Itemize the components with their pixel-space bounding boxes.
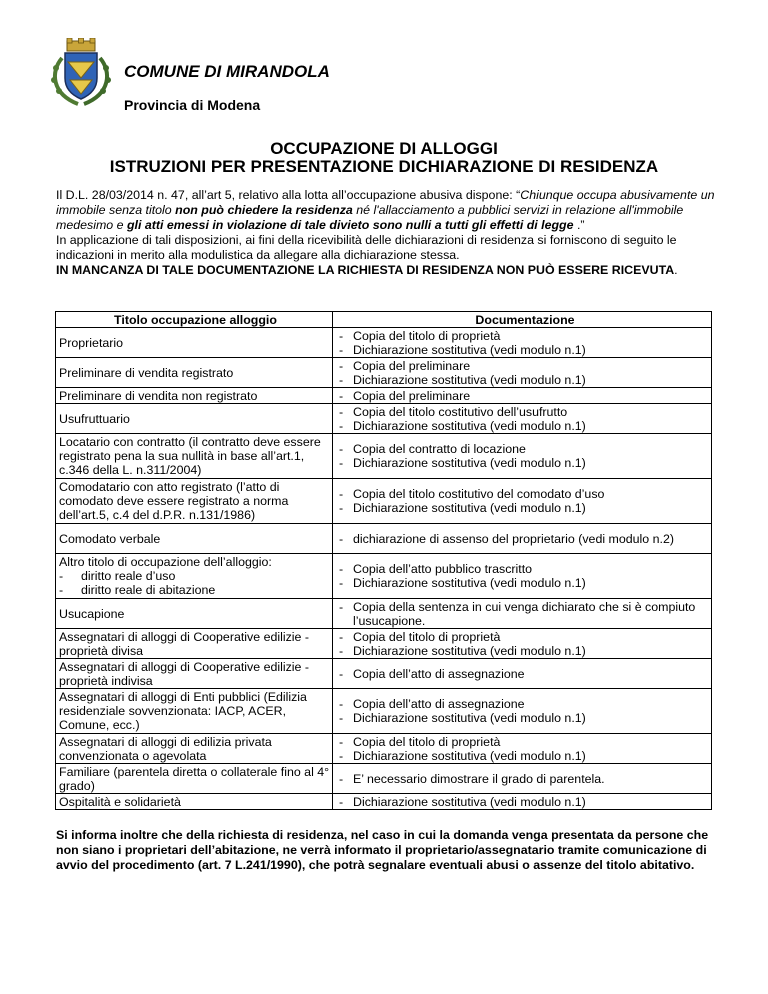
occupation-title-cell <box>56 734 333 764</box>
documentation-cell <box>333 404 712 434</box>
occupation-title-cell <box>56 554 333 599</box>
occupation-title: Preliminare di vendita registrato <box>59 365 234 380</box>
documentation-item <box>339 795 711 809</box>
table-row <box>56 479 712 524</box>
table-row <box>56 328 712 358</box>
intro-text-segment: Il D.L. 28/03/2014 n. 47, all’art 5, relativo alla lotta all’occupazione abusiva dispone: “ <box>56 188 521 202</box>
provincia-name: Provincia di Modena <box>124 97 261 113</box>
documentation-cell <box>333 358 712 388</box>
documentation-item <box>339 532 711 546</box>
intro-text-bold: non può chiedere la residenza <box>175 203 353 217</box>
documentation-list <box>339 562 711 590</box>
occupation-subitem-text: diritto reale d’uso <box>81 569 176 583</box>
documentation-item <box>339 667 711 681</box>
documentation-item-text: Dichiarazione sostitutiva (vedi modulo n.1) <box>353 372 586 387</box>
occupation-title-cell <box>56 659 333 689</box>
documentation-item-text: Dichiarazione sostitutiva (vedi modulo n.1) <box>353 418 586 433</box>
documentation-item <box>339 442 711 456</box>
occupation-title: Familiare (parentela diretta o collaterale fino al 4° grado) <box>59 764 330 793</box>
dash-bullet: - <box>339 404 344 419</box>
dash-bullet: - <box>339 711 344 725</box>
documentation-item-text: Copia del titolo di proprietà <box>353 328 501 343</box>
occupation-title: Usufruttuario <box>59 411 130 426</box>
documentation-item <box>339 359 711 373</box>
documentation-item-text: Copia della sentenza in cui venga dichiarato che si è compiuto l’usucapione. <box>353 599 696 628</box>
occupation-title: Ospitalità e solidarietà <box>59 794 181 809</box>
documentation-cell <box>333 554 712 599</box>
documentation-item-text: Copia dell’atto di assegnazione <box>353 697 525 711</box>
occupation-title-cell <box>56 434 333 479</box>
dash-bullet: - <box>339 487 344 501</box>
occupation-subitem <box>59 583 332 597</box>
documentation-item-text: Dichiarazione sostitutiva (vedi modulo n.1) <box>353 643 586 658</box>
documentation-item <box>339 389 711 403</box>
documentation-cell <box>333 328 712 358</box>
documentation-list <box>339 405 711 433</box>
documentation-item-text: Dichiarazione sostitutiva (vedi modulo n.1) <box>353 342 586 357</box>
occupation-title: Assegnatari di alloggi di Cooperative edilizie - proprietà indivisa <box>59 659 310 688</box>
dash-bullet: - <box>339 418 344 433</box>
occupation-title: Proprietario <box>59 335 124 350</box>
occupation-title: Preliminare di vendita non registrato <box>59 388 258 403</box>
occupation-title: Assegnatari di alloggi di Cooperative edilizie - proprietà divisa <box>59 629 310 658</box>
occupation-title: Assegnatari di alloggi di Enti pubblici (Edilizia residenziale sovvenzionata: IACP, ACER, Comune, ecc.) <box>59 690 307 732</box>
occupation-title: Altro titolo di occupazione dell’alloggio: <box>59 555 272 569</box>
table-row <box>56 524 712 554</box>
documentation-cell <box>333 764 712 794</box>
documentation-cell <box>333 479 712 524</box>
documentation-cell <box>333 388 712 404</box>
dash-bullet: - <box>59 569 64 583</box>
documentation-cell <box>333 599 712 629</box>
dash-bullet: - <box>339 388 344 403</box>
table-row <box>56 599 712 629</box>
occupation-title: Comodatario con atto registrato (l’atto di comodato deve essere registrato a norma dell’art.5, c.4 del d.P.R. n.131/1986) <box>59 480 289 522</box>
documentation-cell <box>333 629 712 659</box>
documentation-item-text: Copia del preliminare <box>353 388 471 403</box>
dash-bullet: - <box>339 643 344 658</box>
documentation-list <box>339 795 711 809</box>
documentation-list <box>339 389 711 403</box>
occupation-title-cell <box>56 358 333 388</box>
documentation-item-text: Copia del titolo di proprietà <box>353 734 501 749</box>
dash-bullet: - <box>339 456 344 470</box>
intro-paragraph-3 <box>56 263 716 278</box>
table-row <box>56 434 712 479</box>
occupation-title: Assegnatari di alloggi di edilizia privata convenzionata o agevolata <box>59 734 272 763</box>
documentation-item <box>339 373 711 387</box>
documentation-item <box>339 456 711 470</box>
documentation-item <box>339 487 711 501</box>
document-subtitle: ISTRUZIONI PER PRESENTAZIONE DICHIARAZIONE DI RESIDENZA <box>109 157 659 176</box>
table-row <box>56 659 712 689</box>
occupation-title-cell <box>56 524 333 554</box>
documentation-list <box>339 442 711 470</box>
documentation-item-text: E’ necessario dimostrare il grado di parentela. <box>353 771 605 786</box>
occupation-subitem <box>59 569 332 583</box>
occupation-title: Usucapione <box>59 606 125 621</box>
documentation-item <box>339 576 711 590</box>
documentation-cell <box>333 794 712 810</box>
documentation-item-text: Copia dell’atto pubblico trascritto <box>353 562 533 576</box>
documentation-list <box>339 735 711 763</box>
dash-bullet: - <box>339 734 344 749</box>
dash-bullet: - <box>339 501 344 515</box>
documentation-item <box>339 644 711 658</box>
documentation-item <box>339 697 711 711</box>
occupation-title: Comodato verbale <box>59 531 161 546</box>
documentation-item-text: dichiarazione di assenso del proprietario (vedi modulo n.2) <box>353 531 674 546</box>
dash-bullet: - <box>339 771 344 786</box>
documentation-cell <box>333 659 712 689</box>
intro-text-segment: . <box>674 263 678 277</box>
intro-text-segment: .” <box>573 218 585 232</box>
documentation-item <box>339 329 711 343</box>
documentation-item-text: Dichiarazione sostitutiva (vedi modulo n.1) <box>353 456 586 470</box>
occupation-title-cell <box>56 764 333 794</box>
documentation-item <box>339 772 711 786</box>
comune-name: COMUNE DI MIRANDOLA <box>124 62 330 81</box>
documentation-list <box>339 667 711 681</box>
table-row <box>56 689 712 734</box>
documentation-cell <box>333 734 712 764</box>
documentation-item <box>339 501 711 515</box>
dash-bullet: - <box>339 748 344 763</box>
intro-paragraph-1 <box>56 188 716 233</box>
dash-bullet: - <box>59 583 64 597</box>
documentation-item-text: Dichiarazione sostitutiva (vedi modulo n.1) <box>353 794 586 809</box>
documentation-item-text: Copia del titolo di proprietà <box>353 629 501 644</box>
column-header-title: Titolo occupazione alloggio <box>56 312 333 328</box>
footer-notice: Si informa inoltre che della richiesta di residenza, nel caso in cui la domanda venga presentata da persone che non siano i proprietari dell’abitazione, ne verrà informato il proprietario/assegnatario tramite comunicazione di avvio del procedimento (art. 7 L.241/1990), che potrà segnalare eventuali abusi o assenze del titolo abitativo. <box>56 828 709 872</box>
occupation-title-cell <box>56 404 333 434</box>
documentation-item-text: Copia dell’atto di assegnazione <box>353 666 525 681</box>
occupation-title-cell <box>56 479 333 524</box>
dash-bullet: - <box>339 629 344 644</box>
occupation-title-cell <box>56 689 333 734</box>
documentation-list <box>339 630 711 658</box>
documentation-item <box>339 600 711 628</box>
occupation-title-cell <box>56 794 333 810</box>
documentation-table <box>55 311 712 810</box>
occupation-title-cell <box>56 388 333 404</box>
dash-bullet: - <box>339 697 344 711</box>
documentation-item <box>339 711 711 725</box>
table-body <box>56 328 712 810</box>
dash-bullet: - <box>339 562 344 576</box>
occupation-title-cell <box>56 629 333 659</box>
documentation-list <box>339 359 711 387</box>
dash-bullet: - <box>339 794 344 809</box>
dash-bullet: - <box>339 358 344 373</box>
occupation-title: Locatario con contratto (il contratto deve essere registrato pena la sua nullità in base all’art.1, c.346 della L. n.311/2004) <box>59 435 321 477</box>
intro-paragraph-2: In applicazione di tali disposizioni, ai fini della ricevibilità delle dichiarazioni di residenza si forniscono di seguito le indicazioni in merito alla modulistica da allegare alla dichiarazione stessa. <box>56 233 677 262</box>
occupation-subitems <box>59 569 332 597</box>
documentation-item <box>339 343 711 357</box>
documentation-item-text: Dichiarazione sostitutiva (vedi modulo n.1) <box>353 711 586 725</box>
documentation-item <box>339 419 711 433</box>
table-row <box>56 404 712 434</box>
warning-text: IN MANCANZA DI TALE DOCUMENTAZIONE LA RICHIESTA DI RESIDENZA NON PUÒ ESSERE RICEVUTA <box>56 263 675 277</box>
intro-text-segment: né l'allacciamento a pubblici servizi in relazione all'immobile medesimo e <box>56 203 684 232</box>
documentation-item-text: Copia del titolo costitutivo del comodato d’uso <box>353 487 605 501</box>
documentation-cell <box>333 689 712 734</box>
documentation-item-text: Dichiarazione sostitutiva (vedi modulo n.1) <box>353 748 586 763</box>
intro-text-bold: gli atti emessi in violazione di tale divieto sono nulli a tutti gli effetti di legge <box>126 218 574 232</box>
documentation-list <box>339 329 711 357</box>
intro-text-segment: Chiunque occupa abusivamente un immobile senza titolo <box>56 188 715 217</box>
documentation-list <box>339 532 711 546</box>
documentation-item <box>339 562 711 576</box>
documentation-item <box>339 735 711 749</box>
documentation-item <box>339 749 711 763</box>
table-row <box>56 794 712 810</box>
documentation-item-text: Dichiarazione sostitutiva (vedi modulo n.1) <box>353 576 586 590</box>
dash-bullet: - <box>339 342 344 357</box>
documentation-item-text: Copia del preliminare <box>353 358 471 373</box>
dash-bullet: - <box>339 442 344 456</box>
documentation-list <box>339 600 711 628</box>
comune-crest-logo <box>48 38 114 108</box>
documentation-item <box>339 405 711 419</box>
table-row <box>56 358 712 388</box>
dash-bullet: - <box>339 328 344 343</box>
dash-bullet: - <box>339 576 344 590</box>
table-row <box>56 629 712 659</box>
table-row <box>56 554 712 599</box>
documentation-list <box>339 487 711 515</box>
occupation-title-cell <box>56 599 333 629</box>
intro-text <box>56 188 716 278</box>
occupation-title-cell <box>56 328 333 358</box>
documentation-item-text: Copia del contratto di locazione <box>353 442 526 456</box>
table-row <box>56 734 712 764</box>
documentation-item-text: Dichiarazione sostitutiva (vedi modulo n.1) <box>353 501 586 515</box>
documentation-list <box>339 772 711 786</box>
occupation-subitem-text: diritto reale di abitazione <box>81 583 216 597</box>
column-header-documentation: Documentazione <box>333 312 712 328</box>
dash-bullet: - <box>339 531 344 546</box>
table-row <box>56 764 712 794</box>
documentation-list <box>339 697 711 725</box>
documentation-item-text: Copia del titolo costitutivo dell’usufrutto <box>353 404 568 419</box>
document-title: OCCUPAZIONE DI ALLOGGI <box>270 139 498 158</box>
table-row <box>56 388 712 404</box>
table-header-row <box>56 312 712 328</box>
documentation-item <box>339 630 711 644</box>
dash-bullet: - <box>339 599 344 614</box>
dash-bullet: - <box>339 372 344 387</box>
dash-bullet: - <box>339 666 344 681</box>
documentation-cell <box>333 524 712 554</box>
documentation-cell <box>333 434 712 479</box>
